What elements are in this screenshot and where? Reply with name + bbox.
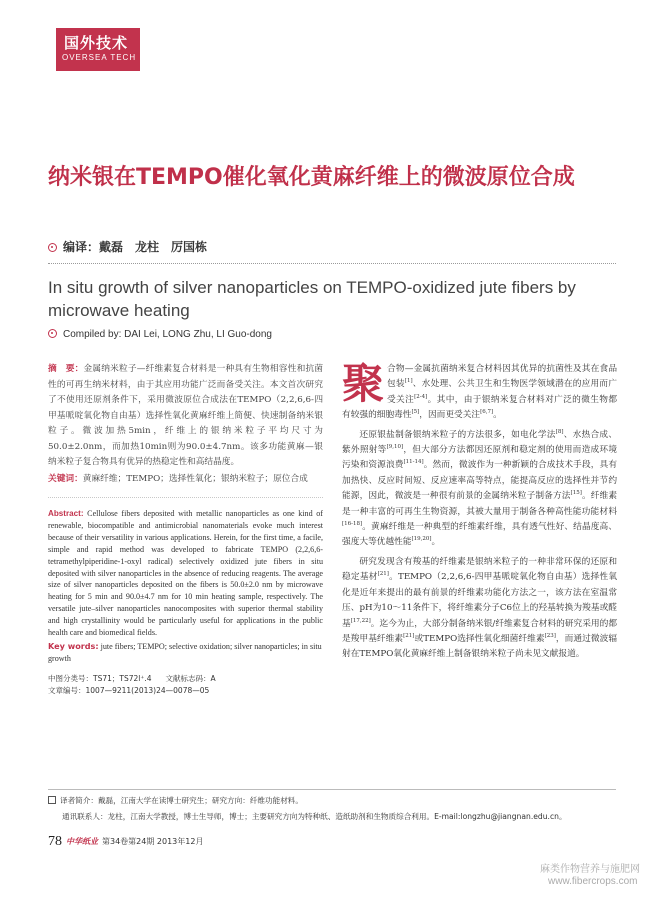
citation-ref: [1] xyxy=(404,378,413,385)
section-tag-cn: 国外技术 xyxy=(64,34,129,52)
compiled-by-en xyxy=(48,329,272,340)
target-bullet-icon xyxy=(48,243,57,252)
citation-ref: [21] xyxy=(403,633,415,640)
keywords-en xyxy=(48,641,323,665)
citation-ref: [6,7] xyxy=(480,409,494,416)
drop-cap: 聚 xyxy=(342,359,385,408)
footnote-translator xyxy=(48,795,303,807)
page-footer xyxy=(48,834,203,850)
body-paragraph-1 xyxy=(342,359,618,424)
keywords-cn-label: 关键词： xyxy=(48,473,83,484)
classification-row xyxy=(48,673,323,685)
keywords-cn-text: 黄麻纤维；TEMPO；选择性氧化；银纳米粒子；原位合成 xyxy=(82,473,308,484)
dotted-divider xyxy=(48,263,616,264)
citation-ref: [19,20] xyxy=(411,536,432,543)
abstract-cn xyxy=(48,362,323,471)
abstract-en-text: Cellulose fibers deposited with metallic nanoparticles as one kind of renewable, biocompatible and antimicrobial nanomaterials evoke much interest because of their versatility in various applications. Herein, for the first time, a facile, simple and rapid method was developed to fabricate TEMPO (2,2,6,6-tetramethylpiperidine-1-oxyl radical) selectively oxidized jute fibers in situ deposited with silver nanoparticles in the absence of reducing reagents. The average size of silver nanoparticles deposited on the fibers is 50.0±2.0 nm by microwave heating for 5 min and 90.0±4.7 nm for 10 min heating sample, respectively. The versatile jute–silver nanoparticles nanocomposites with superior thermal stability and high crystallinity would be particularly useful for applications in the public health care and biomedical fields. xyxy=(48,509,323,638)
footnote-contact: 通讯联系人：龙柱，江南大学教授，博士生导师，博士；主要研究方向为特种纸、造纸助剂和生物质综合利用。E-mail:longzhu@jiangnan.edu.cn。 xyxy=(62,812,567,821)
body-column xyxy=(342,359,618,663)
citation-ref: [9,10] xyxy=(386,444,404,451)
abstract-en xyxy=(48,508,323,639)
page-number: 78 xyxy=(48,834,62,849)
abstract-cn-text: 金属纳米粒子—纤维素复合材料是一种具有生物相容性和抗菌性的可再生纳米材料，由于其应用功能广泛而备受关注。本文首次研究了不使用还原剂条件下，采用微波原位合成法在TEMPO（2,2,6,6-四甲基哌啶氧化物自由基）选择性氧化黄麻纤维上简便、快速制备纳米银粒子。微波加热5min，纤维上的银纳米粒子平均尺寸为50.0±2.0nm，而加热10min则为90.0±4.7nm。该多功能黄麻—银纳米粒子复合物具有优异的热稳定性和高结晶度。 xyxy=(48,364,324,467)
citation-ref: [5] xyxy=(411,409,420,416)
body-paragraph-2 xyxy=(342,428,617,551)
citation-ref: [17,22] xyxy=(350,617,371,624)
footnote-translator-text: 译者简介：戴磊，江南大学在读博士研究生；研究方向：纤维功能材料。 xyxy=(60,796,303,805)
citation-ref: [8] xyxy=(555,428,564,435)
citation-ref: [21] xyxy=(377,571,389,578)
article-title-cn: 纳米银在TEMPO催化氧化黄麻纤维上的微波原位合成 xyxy=(48,165,575,190)
citation-ref: [16-18] xyxy=(342,521,363,528)
watermark-cn: 麻类作物营养与施肥网 xyxy=(540,864,640,875)
journal-name: 中华纸业 xyxy=(66,837,98,846)
clc-number: 中图分类号：TS71；TS72l⁺.4 xyxy=(48,673,152,683)
body-paragraph-3 xyxy=(342,555,617,663)
abstract-cn-label: 摘 要： xyxy=(48,364,84,374)
issue-info: 第34卷第24期 2013年12月 xyxy=(102,837,204,846)
watermark-url: www.fibercrops.com xyxy=(548,876,638,887)
compiled-by-cn-text: 编译：戴磊 龙柱 厉国栋 xyxy=(63,240,208,254)
body-paragraph-3-text: 研究发现含有羧基的纤维素是银纳米粒子的一种非常环保的还原和稳定基材[21]。TEMPO（2,2,6,6-四甲基哌啶氧化物自由基）选择性氧化是近年来提出的最有前景的纤维素功能化方法之一，该方法在室温常压、pH为10～11条件下，将纤维素分子C6位上的羟基转换为羧基或醛基[17,22]。迄今为止，大部分制备纳米银/纤维素复合材料的研究采用的都是羧甲基纤维素[21]或TEMPO选择性氧化细菌纤维素[23]，而通过微波辐射在TEMPO氧化黄麻纤维上制备银纳米粒子尚未见文献报道。 xyxy=(342,556,618,660)
footnote-divider xyxy=(48,789,616,790)
abstract-en-label: Abstract: xyxy=(48,509,84,518)
citation-ref: [23] xyxy=(544,633,556,640)
square-bullet-icon xyxy=(48,796,56,804)
target-bullet-icon xyxy=(48,329,57,338)
section-tag xyxy=(56,28,140,68)
keywords-cn xyxy=(48,472,323,488)
keywords-en-label: Key words: xyxy=(48,640,99,651)
document-code: 文献标志码：A xyxy=(165,673,216,683)
keywords-en-text: jute fibers; TEMPO; selective oxidation; silver nanoparticles; in situ growth xyxy=(48,641,322,663)
abstract-column xyxy=(48,362,323,697)
section-tag-en: OVERSEA TECH xyxy=(62,53,137,62)
article-number: 文章编号：1007—9211(2013)24—0078—05 xyxy=(48,685,210,695)
article-number-row xyxy=(48,685,323,697)
abstract-divider xyxy=(48,497,323,498)
body-paragraph-1-text: 合物—金属抗菌纳米复合材料因其优异的抗菌性及其在食品包装[1]、水处理、公共卫生和生物医学领域潜在的应用而广受关注[2-4]。其中，由于银纳米复合材料对广泛的微生物都有较强的细胞毒性[5]，因而更受关注[6,7]。 xyxy=(342,364,618,421)
section-tag-underline xyxy=(56,68,140,71)
citation-ref: [15] xyxy=(570,490,582,497)
compiled-by-cn xyxy=(48,238,207,255)
article-title-en: In situ growth of silver nanoparticles on TEMPO-oxidized jute fibers by microwave heating xyxy=(48,278,576,320)
body-paragraph-2-text: 还原银盐制备银纳米粒子的方法很多，如电化学法[8]、水热合成、紫外照射等[9,10]，但大部分方法都因还原剂和稳定剂的使用而造成环境污染和资源浪费[11-14]。然而，微波作为一种新颖的合成技术手段，具有加热快、反应时间短、反应速率高等特点，能提高反应的选择性并节约能源，因此，微波是一种很有前景的金属纳米粒子制备方法[15]。纤维素是一种丰富的可再生生物资源，其被大量用于制备各种高性能功能材料[16-18]。黄麻纤维是一种典型的纤维素纤维，具有透气性好、结晶度高、强度大等优越性能[19,20]。 xyxy=(342,428,618,548)
compiled-by-en-text: Compiled by: DAI Lei, LONG Zhu, LI Guo-dong xyxy=(63,329,272,340)
citation-ref: [2-4] xyxy=(414,393,428,400)
citation-ref: [11-14] xyxy=(403,459,424,466)
